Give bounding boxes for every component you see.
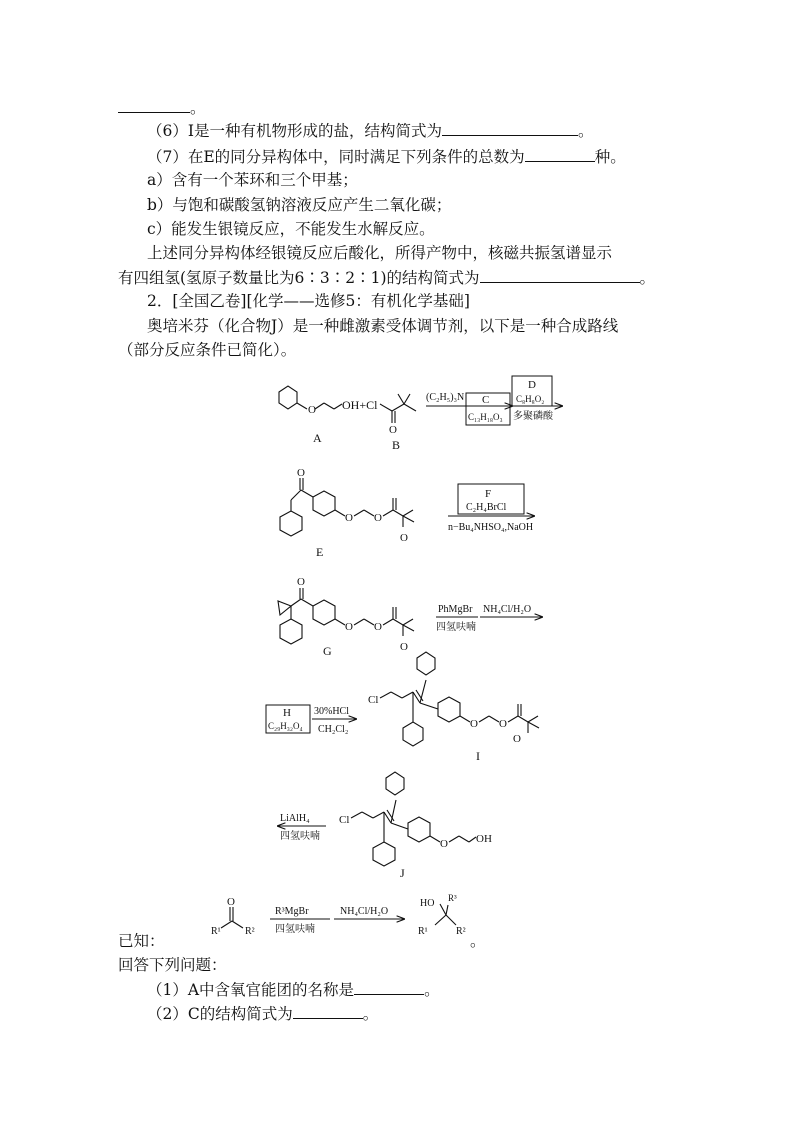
- known-label: 已知：: [118, 932, 165, 950]
- svg-text:O: O: [227, 896, 235, 908]
- step-G-arrow: [436, 604, 542, 633]
- svg-text:O: O: [389, 424, 397, 436]
- svg-text:CH₂Cl₂: CH₂Cl₂: [318, 724, 349, 735]
- compound-A: [279, 386, 378, 445]
- svg-text:O: O: [400, 532, 408, 544]
- svg-text:OH: OH: [476, 833, 492, 845]
- step-1-arrow: [426, 376, 562, 425]
- known-reaction: [211, 893, 466, 937]
- svg-text:R²: R²: [456, 926, 466, 937]
- svg-text:C₁₃H₁₈O₃: C₁₃H₁₈O₃: [468, 412, 503, 422]
- svg-text:LiAlH₄: LiAlH₄: [280, 813, 310, 824]
- question-6: （6）I是一种有机物形成的盐，结构简式为 。: [147, 119, 594, 142]
- svg-text:Cl: Cl: [339, 814, 350, 826]
- condition-b: b）与饱和碳酸氢钠溶液反应产生二氧化碳；: [147, 196, 452, 214]
- svg-text:H: H: [283, 707, 291, 719]
- svg-text:C₂H₄BrCl: C₂H₄BrCl: [466, 502, 507, 513]
- compound-I: [368, 652, 539, 763]
- svg-text:多聚磷酸: 多聚磷酸: [513, 411, 553, 422]
- compound-G: [278, 576, 414, 658]
- svg-text:O: O: [513, 733, 521, 745]
- question-1: （1）A中含氧官能团的名称是 。: [147, 978, 440, 1001]
- paragraph-line1: 上述同分异构体经银镜反应后酸化，所得产物中，核磁共振氢谱显示: [147, 244, 613, 262]
- svg-text:NH₄Cl/H₂O: NH₄Cl/H₂O: [340, 906, 389, 917]
- svg-text:O: O: [499, 718, 507, 730]
- svg-text:O: O: [440, 838, 448, 850]
- condition-c: c）能发生银镜反应，不能发生水解反应。: [147, 220, 435, 238]
- question-7: （7）在E的同分异构体中，同时满足下列条件的总数为 种。: [147, 145, 626, 168]
- svg-text:NH₄Cl/H₂O: NH₄Cl/H₂O: [483, 604, 532, 615]
- condition-a: a）含有一个苯环和三个甲基；: [147, 171, 358, 189]
- svg-text:OH+Cl: OH+Cl: [342, 398, 378, 412]
- svg-text:Cl: Cl: [368, 694, 379, 706]
- svg-text:PhMgBr: PhMgBr: [438, 604, 473, 615]
- svg-text:C: C: [482, 394, 490, 406]
- known-end: 。: [470, 932, 486, 950]
- svg-text:R¹: R¹: [211, 926, 221, 937]
- svg-text:n−Bu₄NHSO₄,NaOH: n−Bu₄NHSO₄,NaOH: [448, 522, 534, 533]
- svg-text:I: I: [476, 749, 480, 763]
- svg-text:R²: R²: [245, 926, 255, 937]
- paragraph-line2: 有四组氢(氢原子数量比为6∶3∶2∶1)的结构简式为 。: [118, 266, 655, 289]
- svg-text:O: O: [297, 467, 305, 479]
- compound-B: [380, 394, 416, 452]
- answer-prompt: 回答下列问题：: [118, 956, 227, 974]
- svg-text:30%HCl: 30%HCl: [314, 706, 349, 717]
- svg-text:四氢呋喃: 四氢呋喃: [275, 924, 315, 935]
- compound-J: [339, 772, 492, 880]
- svg-text:O: O: [374, 621, 382, 633]
- svg-text:四氢呋喃: 四氢呋喃: [280, 831, 320, 842]
- svg-text:O: O: [345, 512, 353, 524]
- svg-text:F: F: [485, 488, 492, 500]
- svg-text:O: O: [297, 576, 305, 588]
- svg-text:O: O: [308, 404, 316, 416]
- svg-text:R³MgBr: R³MgBr: [275, 906, 309, 917]
- svg-text:R³: R³: [448, 893, 457, 903]
- svg-text:四氢呋喃: 四氢呋喃: [436, 622, 476, 633]
- svg-text:O: O: [374, 512, 382, 524]
- svg-text:O: O: [470, 718, 478, 730]
- svg-text:O: O: [345, 621, 353, 633]
- answer-line-prev: 。: [118, 96, 206, 119]
- question-2: （2）C的结构简式为 。: [147, 1002, 378, 1025]
- svg-text:G: G: [323, 644, 332, 658]
- svg-text:E: E: [316, 545, 324, 559]
- compound-E: [280, 467, 414, 559]
- svg-text:D: D: [528, 379, 536, 391]
- intro-line1: 奥培米芬（化合物J）是一种雌激素受体调节剂，以下是一种合成路线: [147, 317, 619, 335]
- question-header: 2．[全国乙卷][化学——选修5：有机化学基础]: [147, 292, 470, 310]
- svg-text:HO: HO: [420, 898, 435, 909]
- svg-text:J: J: [400, 866, 405, 880]
- svg-text:O: O: [400, 641, 408, 653]
- svg-text:(C₂H₅)₃N: (C₂H₅)₃N: [426, 392, 465, 403]
- svg-text:C₈H₈O₂: C₈H₈O₂: [516, 394, 545, 404]
- intro-line2: （部分反应条件已简化）。: [118, 341, 297, 359]
- svg-text:C₂₉H₃₂O₄: C₂₉H₃₂O₄: [268, 721, 303, 731]
- svg-text:R¹: R¹: [418, 926, 428, 937]
- step-H-arrow: [266, 705, 356, 735]
- svg-text:B: B: [392, 438, 401, 452]
- svg-text:A: A: [313, 431, 322, 445]
- step-J-arrow: [278, 813, 326, 842]
- step-EF-arrow: [448, 484, 534, 533]
